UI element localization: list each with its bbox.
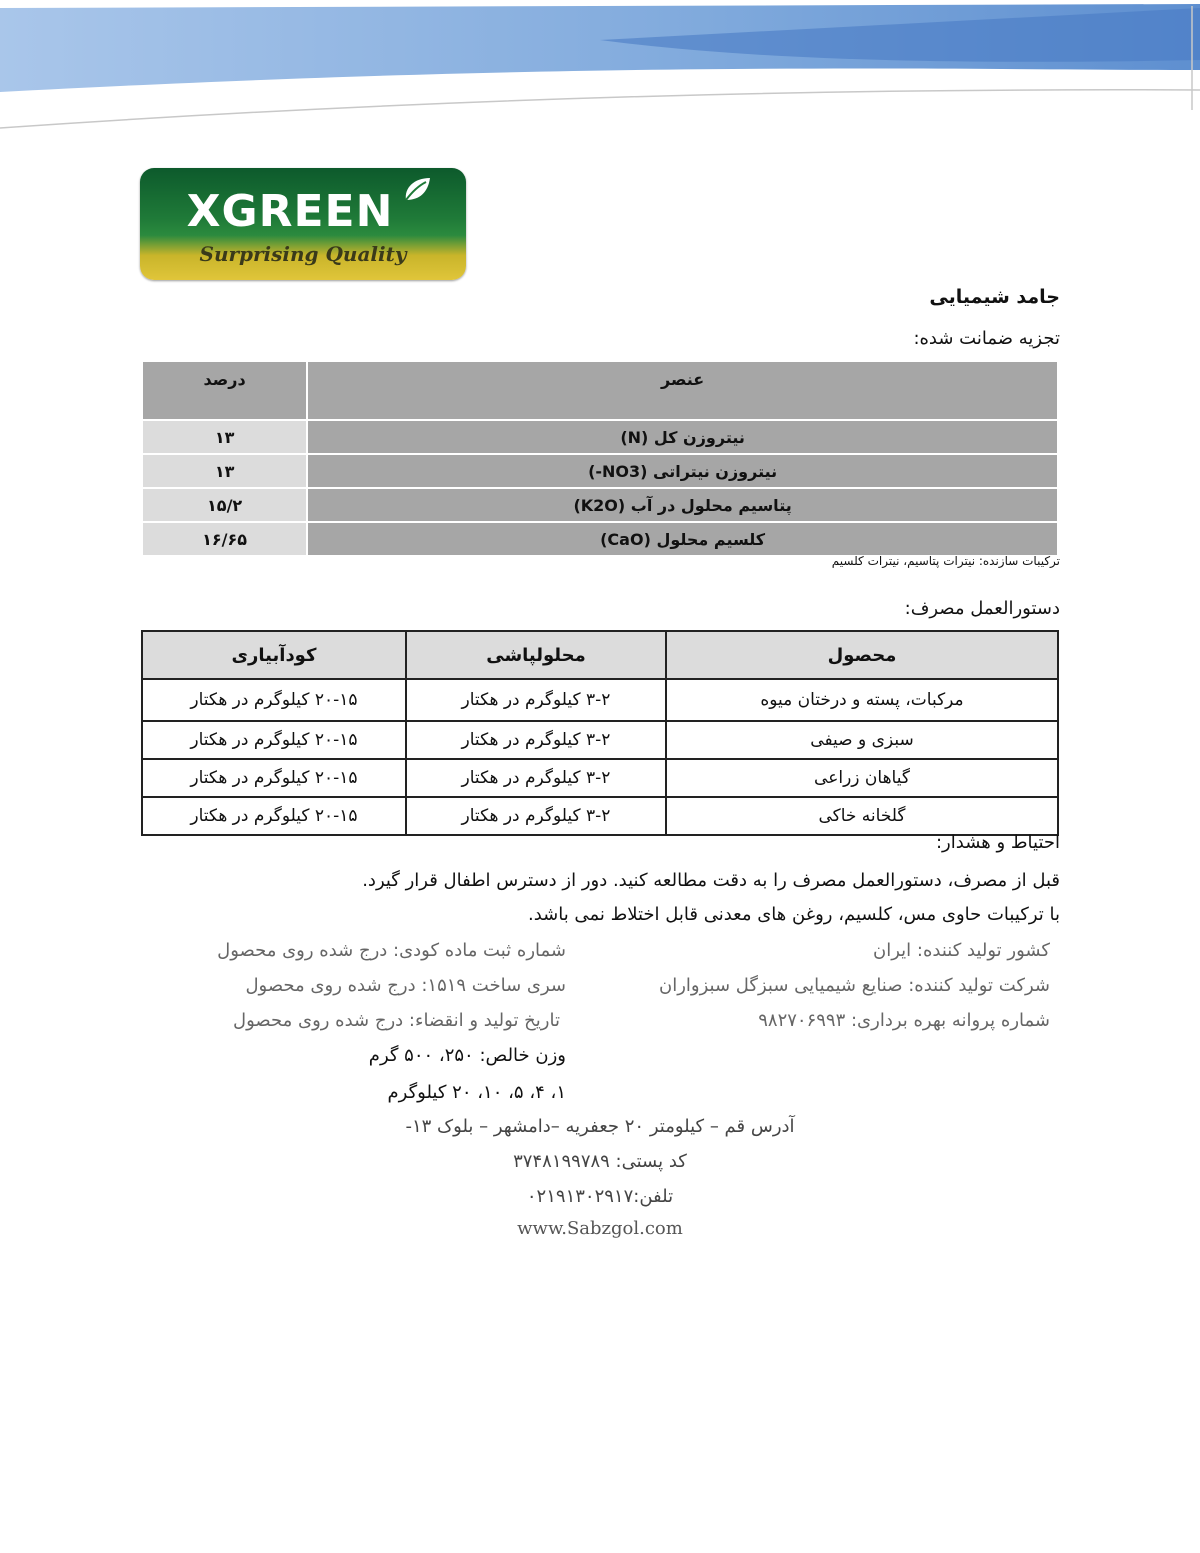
- header-spray: محلولپاشی: [406, 631, 666, 679]
- table-row: [142, 721, 1058, 759]
- fertigation-cell: ۲۰-۱۵ کیلوگرم در هکتار: [142, 721, 406, 759]
- element-name: نیتروزن کل (N): [307, 420, 1058, 454]
- header-fertigation: کودآبیاری: [142, 631, 406, 679]
- fertigation-cell: ۲۰-۱۵ کیلوگرم در هکتار: [142, 679, 406, 721]
- warning-line-2: با ترکیبات حاوی مس، کلسیم، روغن های معدنی قابل اختلاط نمی باشد.: [527, 904, 1060, 925]
- table-row: [142, 679, 1058, 721]
- table-row: [142, 420, 1058, 454]
- logo-brand-text: XGREEN: [186, 186, 394, 237]
- registration-number: شماره ثبت ماده کودی: درج شده روی محصول: [217, 940, 566, 961]
- producer-company: شرکت تولید کننده: صنایع شیمیایی سبزگل سبزواران: [659, 975, 1050, 996]
- element-name: پتاسیم محلول در آب (K2O): [307, 488, 1058, 522]
- logo-slogan: Surprising Quality: [199, 242, 407, 266]
- table-row: [142, 797, 1058, 835]
- element-name: نیتروزن نیتراتی (NO3-): [307, 454, 1058, 488]
- table-row: [142, 488, 1058, 522]
- header-percent: درصد: [142, 361, 307, 420]
- product-cell: مرکبات، پسته و درختان میوه: [666, 679, 1058, 721]
- product-title: جامد شیمیایی: [929, 286, 1060, 308]
- analysis-table: [141, 360, 1059, 557]
- element-percent: ۱۶/۶۵: [142, 522, 307, 556]
- table-row: [142, 454, 1058, 488]
- xgreen-logo: [140, 168, 466, 280]
- website-link[interactable]: www.Sabzgol.com: [517, 1218, 683, 1239]
- postal-code: کد پستی: ۳۷۴۸۱۹۹۷۸۹: [513, 1151, 687, 1172]
- table-row: [142, 759, 1058, 797]
- table-row: [142, 522, 1058, 556]
- spray-cell: ۳-۲ کیلوگرم در هکتار: [406, 679, 666, 721]
- fertigation-cell: ۲۰-۱۵ کیلوگرم در هکتار: [142, 759, 406, 797]
- element-name: کلسیم محلول (CaO): [307, 522, 1058, 556]
- header-wave-decoration: [0, 0, 1200, 140]
- warning-title: احتیاط و هشدار:: [935, 832, 1060, 853]
- contact-address: آدرس قم – کیلومتر ۲۰ جعفریه –دامشهر – بلوک ۱۳-: [405, 1116, 795, 1137]
- warning-line-1: قبل از مصرف، دستورالعمل مصرف را به دقت مطالعه کنید. دور از دسترس اطفال قرار گیرد.: [362, 870, 1060, 891]
- fertigation-cell: ۲۰-۱۵ کیلوگرم در هکتار: [142, 797, 406, 835]
- license-number: شماره پروانه بهره برداری: ۹۸۲۷۰۶۹۹۳: [758, 1010, 1050, 1031]
- spray-cell: ۳-۲ کیلوگرم در هکتار: [406, 797, 666, 835]
- element-percent: ۱۳: [142, 420, 307, 454]
- leaf-icon: [400, 174, 434, 204]
- usage-table: [141, 630, 1059, 836]
- phone-number: تلفن:۰۲۱۹۱۳۰۲۹۱۷: [526, 1186, 674, 1207]
- spray-cell: ۳-۲ کیلوگرم در هکتار: [406, 759, 666, 797]
- usage-title: دستورالعمل مصرف:: [904, 598, 1060, 619]
- net-weight-kilograms: ۱، ۴، ۵، ۱۰، ۲۰ کیلوگرم: [387, 1082, 566, 1103]
- ingredients-note: ترکیبات سازنده: نیترات پتاسیم، نیترات کلسیم: [831, 554, 1060, 568]
- product-cell: گیاهان زراعی: [666, 759, 1058, 797]
- producer-country: کشور تولید کننده: ایران: [873, 940, 1050, 961]
- element-percent: ۱۳: [142, 454, 307, 488]
- product-cell: سبزی و صیفی: [666, 721, 1058, 759]
- header-element: عنصر: [307, 361, 1058, 420]
- header-product: محصول: [666, 631, 1058, 679]
- batch-number: سری ساخت ۱۵۱۹: درج شده روی محصول: [245, 975, 566, 996]
- spray-cell: ۳-۲ کیلوگرم در هکتار: [406, 721, 666, 759]
- product-cell: گلخانه خاکی: [666, 797, 1058, 835]
- element-percent: ۱۵/۲: [142, 488, 307, 522]
- production-expiry-dates: تاریخ تولید و انقضاء: درج شده روی محصول: [233, 1010, 560, 1031]
- analysis-title: تجزیه ضمانت شده:: [913, 328, 1060, 349]
- net-weight-grams: وزن خالص: ۲۵۰، ۵۰۰ گرم: [368, 1045, 566, 1066]
